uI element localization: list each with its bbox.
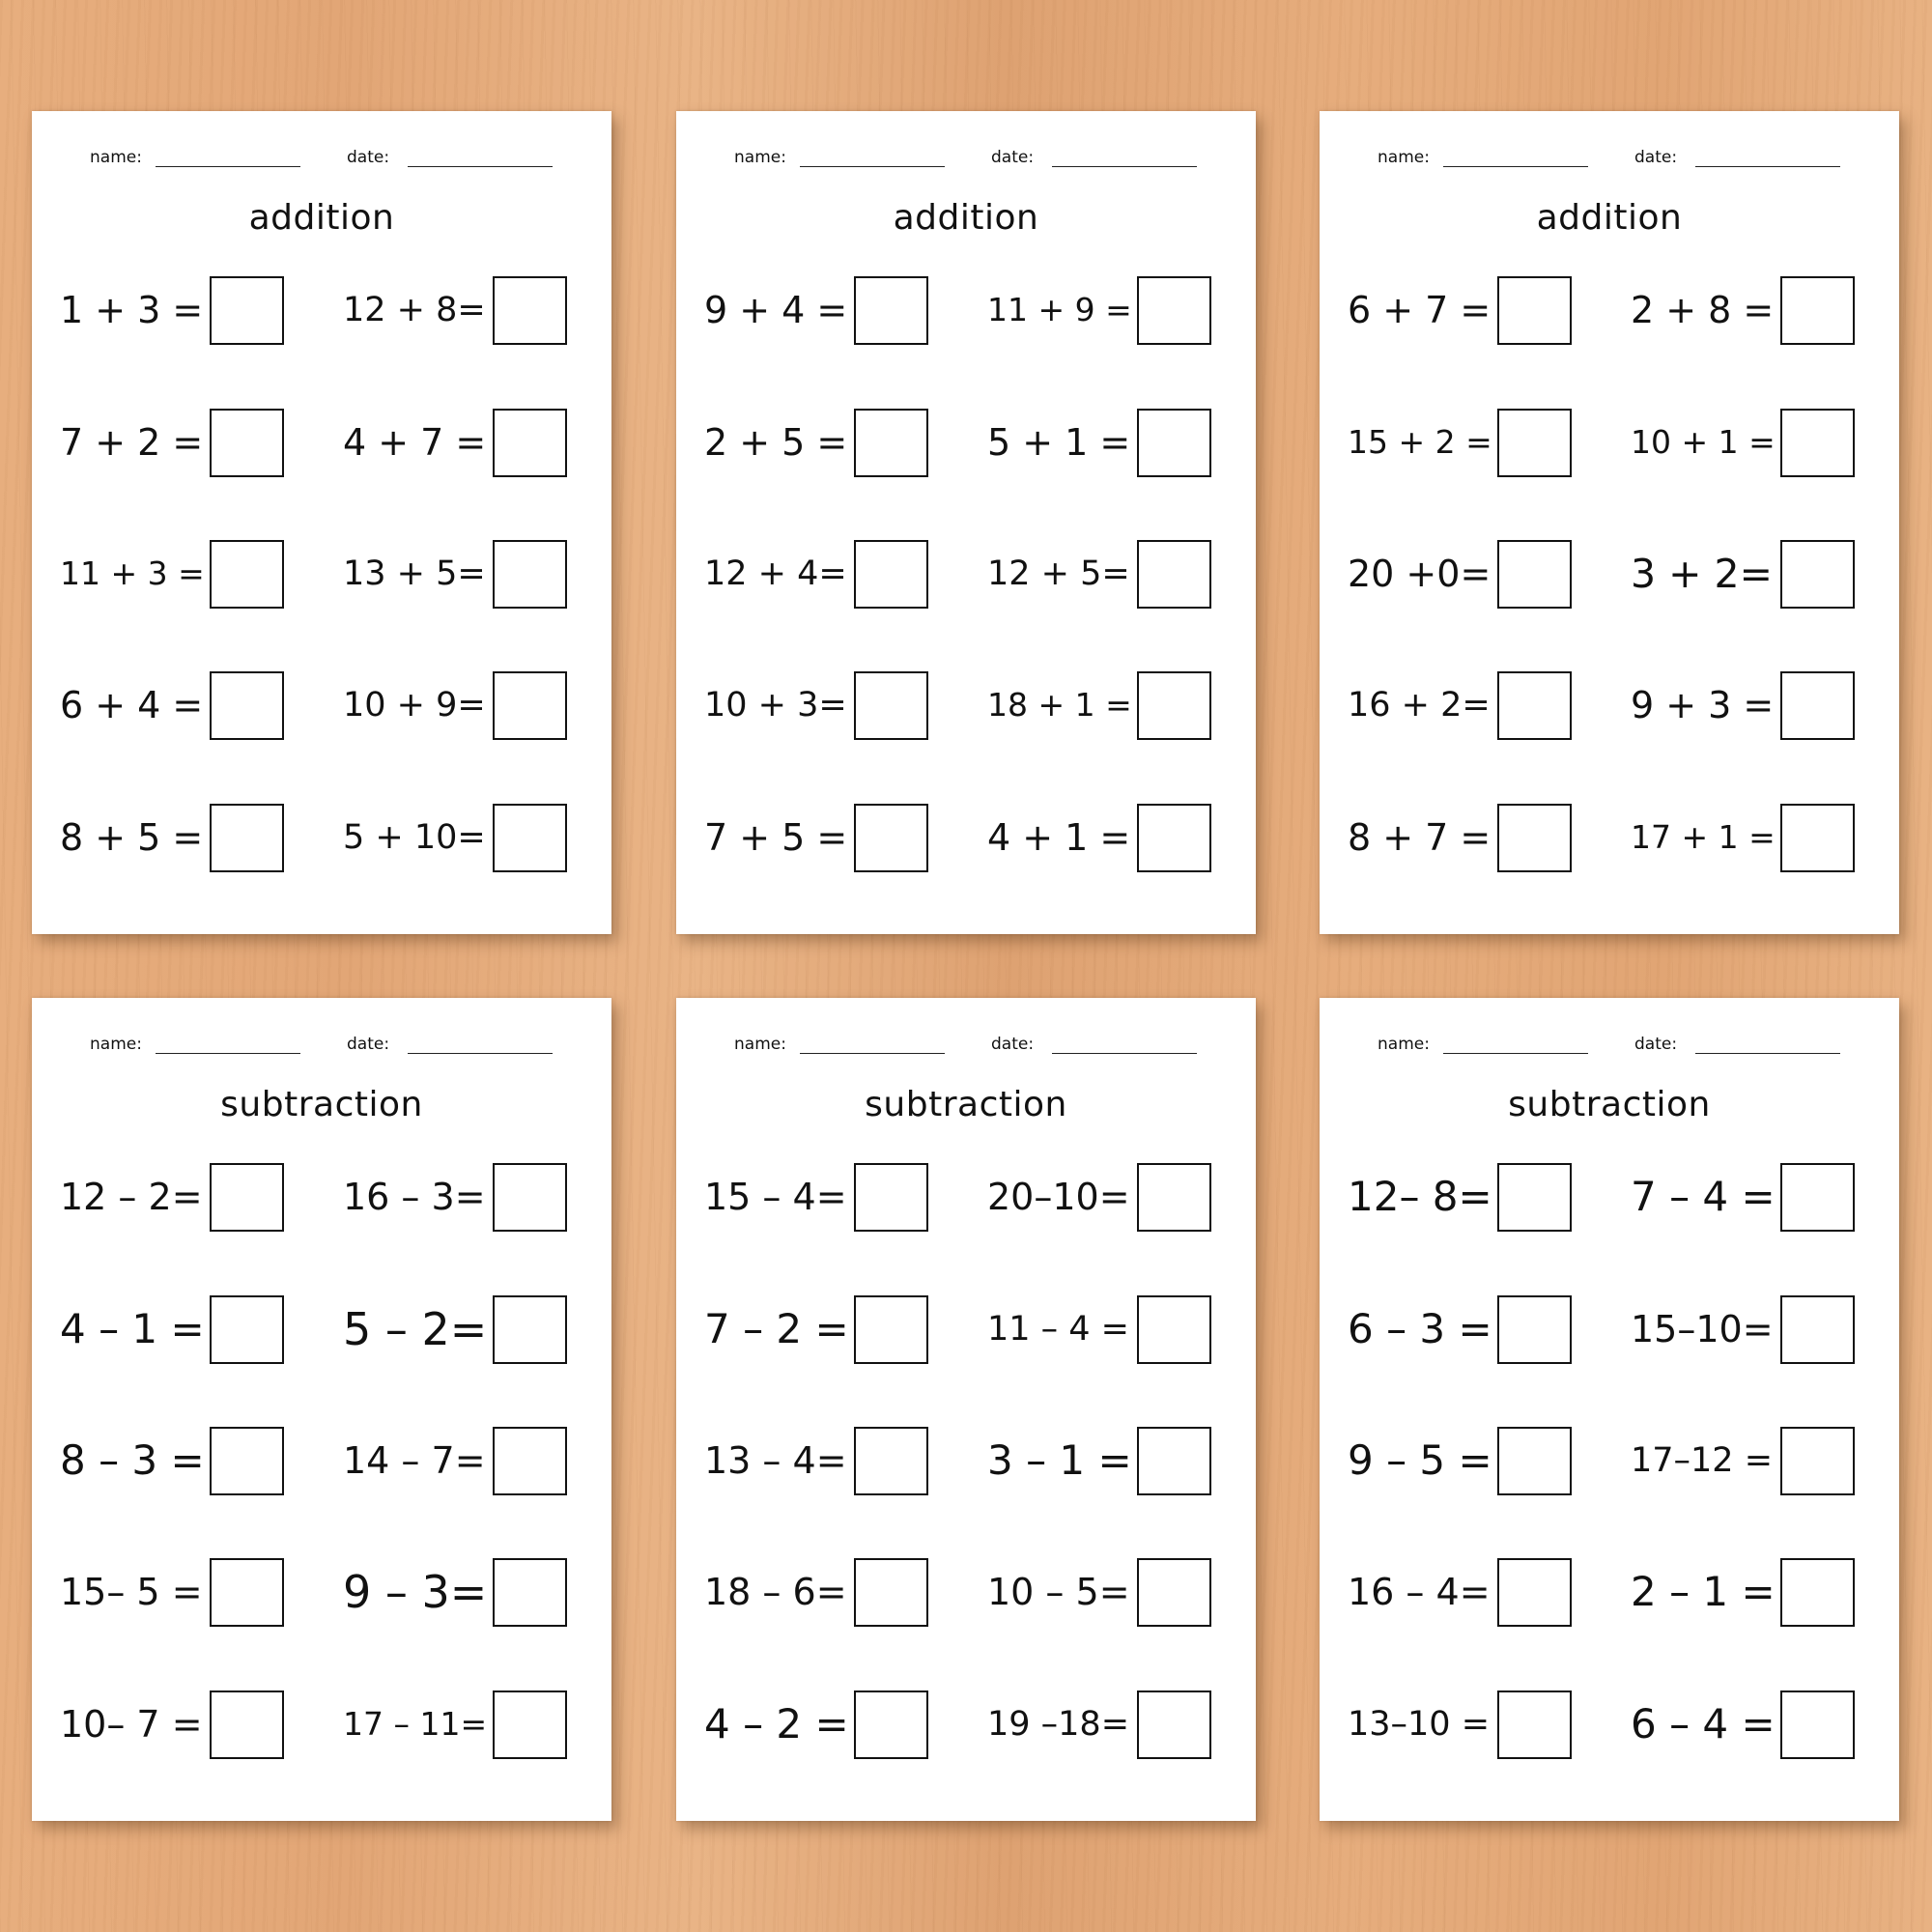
- worksheet-header: [32, 148, 611, 177]
- problem-expression: 16 + 2=: [1348, 686, 1491, 724]
- problem-expression: 6 – 3 =: [1348, 1305, 1492, 1352]
- answer-box[interactable]: [210, 1163, 284, 1232]
- answer-box[interactable]: [493, 540, 567, 609]
- problem: [987, 272, 1224, 348]
- problem: [60, 272, 297, 348]
- problem-expression: 8 + 7 =: [1348, 816, 1492, 859]
- problem-expression: 10– 7 =: [60, 1703, 203, 1746]
- problem: [987, 536, 1224, 611]
- problem: [987, 1159, 1224, 1235]
- problem: [60, 1292, 297, 1367]
- problem-expression: 9 – 5 =: [1348, 1436, 1492, 1484]
- answer-box[interactable]: [210, 671, 284, 740]
- answer-box[interactable]: [493, 1427, 567, 1495]
- answer-box[interactable]: [210, 540, 284, 609]
- problem: [343, 272, 580, 348]
- problem-expression: 4 – 2 =: [704, 1700, 849, 1747]
- answer-box[interactable]: [1780, 1558, 1855, 1627]
- problem-expression: 15– 5 =: [60, 1571, 203, 1613]
- answer-box[interactable]: [1780, 1295, 1855, 1364]
- answer-box[interactable]: [210, 1427, 284, 1495]
- answer-box[interactable]: [1137, 276, 1211, 345]
- problem: [1631, 272, 1867, 348]
- answer-box[interactable]: [1780, 540, 1855, 609]
- problem: [704, 1554, 941, 1630]
- answer-box[interactable]: [854, 1558, 928, 1627]
- problem: [1348, 1159, 1584, 1235]
- problem-expression: 20 +0=: [1348, 553, 1492, 595]
- name-label: name:: [90, 1035, 142, 1054]
- answer-box[interactable]: [1780, 1427, 1855, 1495]
- problem-expression: 3 – 1 =: [987, 1436, 1132, 1484]
- problem-expression: 12 + 8=: [343, 291, 486, 329]
- problem-expression: 12 + 5=: [987, 554, 1130, 593]
- answer-box[interactable]: [493, 1163, 567, 1232]
- problem: [1631, 1554, 1867, 1630]
- problem-expression: 7 + 5 =: [704, 816, 848, 859]
- worksheet-3: [1320, 111, 1899, 934]
- problem: [1348, 1554, 1584, 1630]
- problem: [704, 1423, 941, 1498]
- worksheet-title: addition: [893, 198, 1039, 238]
- problem-expression: 2 + 8 =: [1631, 289, 1775, 331]
- problem-expression: 1 + 3 =: [60, 289, 204, 331]
- problem: [60, 800, 297, 875]
- problem-expression: 9 + 3 =: [1631, 684, 1775, 726]
- answer-box[interactable]: [493, 1295, 567, 1364]
- answer-box[interactable]: [493, 1558, 567, 1627]
- worksheet-title: subtraction: [865, 1085, 1067, 1124]
- problem-expression: 14 – 7=: [343, 1439, 486, 1482]
- problem: [1631, 1423, 1867, 1498]
- answer-box[interactable]: [1780, 409, 1855, 477]
- problem-expression: 10 + 3=: [704, 686, 847, 724]
- worksheet-header: [1320, 148, 1899, 177]
- problem: [343, 1159, 580, 1235]
- problem: [60, 668, 297, 743]
- answer-box[interactable]: [854, 804, 928, 872]
- problem-expression: 4 – 1 =: [60, 1305, 205, 1352]
- problem: [60, 1687, 297, 1762]
- answer-box[interactable]: [1497, 540, 1572, 609]
- answer-box[interactable]: [1137, 804, 1211, 872]
- worksheet-6: [1320, 998, 1899, 1821]
- answer-box[interactable]: [1497, 804, 1572, 872]
- problem: [987, 668, 1224, 743]
- problem-expression: 9 – 3=: [343, 1566, 488, 1618]
- problem: [343, 1292, 580, 1367]
- answer-box[interactable]: [210, 276, 284, 345]
- problem: [1631, 536, 1867, 611]
- date-label: date:: [347, 148, 390, 167]
- date-label: date:: [991, 1035, 1035, 1054]
- problem: [704, 405, 941, 480]
- answer-box[interactable]: [493, 671, 567, 740]
- problem: [1631, 668, 1867, 743]
- answer-box[interactable]: [493, 804, 567, 872]
- date-label: date:: [1634, 1035, 1678, 1054]
- answer-box[interactable]: [1780, 276, 1855, 345]
- problem: [987, 405, 1224, 480]
- answer-box[interactable]: [1137, 671, 1211, 740]
- answer-box[interactable]: [1497, 1295, 1572, 1364]
- problem-expression: 2 + 5 =: [704, 421, 848, 464]
- problem-expression: 15 + 2 =: [1348, 423, 1492, 461]
- answer-box[interactable]: [854, 540, 928, 609]
- problem-expression: 10 + 1 =: [1631, 423, 1776, 461]
- worksheet-header: [676, 148, 1256, 177]
- problem: [704, 272, 941, 348]
- problem: [1348, 1687, 1584, 1762]
- problem: [1631, 405, 1867, 480]
- problem: [704, 1292, 941, 1367]
- problem: [343, 1554, 580, 1630]
- name-field[interactable]: [800, 1053, 945, 1054]
- problem: [704, 536, 941, 611]
- date-label: date:: [347, 1035, 390, 1054]
- answer-box[interactable]: [1497, 671, 1572, 740]
- problem-expression: 2 – 1 =: [1631, 1568, 1776, 1615]
- problem-expression: 9 + 4 =: [704, 289, 848, 331]
- problem: [704, 668, 941, 743]
- problem: [60, 1554, 297, 1630]
- problem: [1631, 800, 1867, 875]
- answer-box[interactable]: [1780, 804, 1855, 872]
- worksheet-5: [676, 998, 1256, 1821]
- answer-box[interactable]: [1137, 1690, 1211, 1759]
- problem: [343, 1423, 580, 1498]
- problem-expression: 11 + 9 =: [987, 291, 1132, 328]
- worksheet-header: [32, 1035, 611, 1064]
- date-label: date:: [1634, 148, 1678, 167]
- name-field[interactable]: [1443, 166, 1588, 167]
- name-label: name:: [734, 1035, 786, 1054]
- problem: [1631, 1159, 1867, 1235]
- problem-expression: 18 – 6=: [704, 1571, 847, 1613]
- answer-box[interactable]: [854, 409, 928, 477]
- problem-expression: 4 + 7 =: [343, 421, 487, 464]
- problem: [704, 800, 941, 875]
- answer-box[interactable]: [1497, 409, 1572, 477]
- name-label: name:: [1378, 148, 1430, 167]
- answer-box[interactable]: [1497, 1690, 1572, 1759]
- problem-expression: 7 – 2 =: [704, 1305, 849, 1352]
- problem-expression: 6 – 4 =: [1631, 1700, 1776, 1747]
- problem-expression: 3 + 2=: [1631, 551, 1773, 597]
- problem: [1348, 1292, 1584, 1367]
- problem: [343, 668, 580, 743]
- answer-box[interactable]: [1137, 1163, 1211, 1232]
- problem-expression: 6 + 7 =: [1348, 289, 1492, 331]
- problem-expression: 17–12 =: [1631, 1441, 1774, 1480]
- worksheet-header: [676, 1035, 1256, 1064]
- answer-box[interactable]: [210, 1558, 284, 1627]
- problem-expression: 17 + 1 =: [1631, 818, 1776, 856]
- problem-expression: 12– 8=: [1348, 1173, 1492, 1220]
- problem: [343, 405, 580, 480]
- name-field[interactable]: [156, 166, 300, 167]
- problem: [1348, 272, 1584, 348]
- answer-box[interactable]: [1137, 1295, 1211, 1364]
- problem: [1631, 1292, 1867, 1367]
- date-field[interactable]: [408, 166, 553, 167]
- name-field[interactable]: [800, 166, 945, 167]
- problem-expression: 11 + 3 =: [60, 554, 205, 592]
- answer-box[interactable]: [210, 1690, 284, 1759]
- problem-expression: 5 + 1 =: [987, 421, 1131, 464]
- problem-expression: 16 – 4=: [1348, 1571, 1491, 1613]
- answer-box[interactable]: [1780, 671, 1855, 740]
- worksheet-4: [32, 998, 611, 1821]
- answer-box[interactable]: [854, 1295, 928, 1364]
- problem-expression: 5 – 2=: [343, 1303, 488, 1355]
- problem-expression: 10 + 9=: [343, 686, 486, 724]
- problem: [987, 800, 1224, 875]
- name-label: name:: [90, 148, 142, 167]
- problem-expression: 15–10=: [1631, 1308, 1774, 1350]
- problem-expression: 13 – 4=: [704, 1439, 847, 1482]
- problem: [987, 1292, 1224, 1367]
- problem: [1631, 1687, 1867, 1762]
- answer-box[interactable]: [1137, 1427, 1211, 1495]
- problem-expression: 12 – 2=: [60, 1176, 203, 1218]
- date-field[interactable]: [1695, 1053, 1840, 1054]
- problem-expression: 12 + 4=: [704, 554, 847, 593]
- answer-box[interactable]: [1780, 1690, 1855, 1759]
- problem-expression: 13–10 =: [1348, 1705, 1491, 1744]
- problem: [1348, 405, 1584, 480]
- problem-expression: 10 – 5=: [987, 1571, 1130, 1613]
- worksheet-title: subtraction: [1508, 1085, 1711, 1124]
- answer-box[interactable]: [1780, 1163, 1855, 1232]
- problem: [343, 1687, 580, 1762]
- problem: [704, 1687, 941, 1762]
- answer-box[interactable]: [210, 1295, 284, 1364]
- problem-expression: 7 – 4 =: [1631, 1173, 1776, 1220]
- problem-expression: 20–10=: [987, 1176, 1130, 1218]
- answer-box[interactable]: [1137, 409, 1211, 477]
- problem-expression: 15 – 4=: [704, 1176, 847, 1218]
- problem-expression: 13 + 5=: [343, 554, 486, 593]
- problem: [1348, 1423, 1584, 1498]
- problem: [60, 1159, 297, 1235]
- answer-box[interactable]: [1137, 540, 1211, 609]
- name-label: name:: [1378, 1035, 1430, 1054]
- problem-expression: 6 + 4 =: [60, 684, 204, 726]
- problem: [704, 1159, 941, 1235]
- answer-box[interactable]: [493, 1690, 567, 1759]
- answer-box[interactable]: [1497, 1163, 1572, 1232]
- name-label: name:: [734, 148, 786, 167]
- problem-expression: 11 – 4 =: [987, 1310, 1130, 1349]
- problem: [987, 1554, 1224, 1630]
- date-field[interactable]: [1695, 166, 1840, 167]
- worksheet-title: subtraction: [220, 1085, 423, 1124]
- problem: [1348, 536, 1584, 611]
- answer-box[interactable]: [493, 409, 567, 477]
- worksheet-header: [1320, 1035, 1899, 1064]
- problem: [987, 1423, 1224, 1498]
- name-field[interactable]: [1443, 1053, 1588, 1054]
- answer-box[interactable]: [854, 1427, 928, 1495]
- problem: [987, 1687, 1224, 1762]
- answer-box[interactable]: [1497, 1427, 1572, 1495]
- answer-box[interactable]: [854, 671, 928, 740]
- answer-box[interactable]: [854, 276, 928, 345]
- answer-box[interactable]: [210, 804, 284, 872]
- problem-expression: 17 – 11=: [343, 1705, 488, 1743]
- problem-expression: 8 – 3 =: [60, 1436, 205, 1484]
- worksheet-1: [32, 111, 611, 934]
- answer-box[interactable]: [1497, 1558, 1572, 1627]
- answer-box[interactable]: [210, 409, 284, 477]
- worksheet-2: [676, 111, 1256, 934]
- answer-box[interactable]: [854, 1163, 928, 1232]
- problem: [1348, 668, 1584, 743]
- problem: [60, 536, 297, 611]
- date-field[interactable]: [1052, 166, 1197, 167]
- answer-box[interactable]: [493, 276, 567, 345]
- problem: [1348, 800, 1584, 875]
- problem: [343, 536, 580, 611]
- problem-expression: 5 + 10=: [343, 818, 486, 857]
- date-field[interactable]: [1052, 1053, 1197, 1054]
- problem-expression: 4 + 1 =: [987, 816, 1131, 859]
- date-field[interactable]: [408, 1053, 553, 1054]
- name-field[interactable]: [156, 1053, 300, 1054]
- worksheet-title: addition: [1536, 198, 1683, 238]
- problem: [343, 800, 580, 875]
- problem-expression: 19 –18=: [987, 1705, 1130, 1744]
- problem-expression: 18 + 1 =: [987, 686, 1132, 724]
- problem-expression: 16 – 3=: [343, 1176, 486, 1218]
- date-label: date:: [991, 148, 1035, 167]
- problem-expression: 8 + 5 =: [60, 816, 204, 859]
- problem-expression: 7 + 2 =: [60, 421, 204, 464]
- answer-box[interactable]: [1137, 1558, 1211, 1627]
- problem: [60, 405, 297, 480]
- worksheet-title: addition: [248, 198, 395, 238]
- answer-box[interactable]: [1497, 276, 1572, 345]
- answer-box[interactable]: [854, 1690, 928, 1759]
- problem: [60, 1423, 297, 1498]
